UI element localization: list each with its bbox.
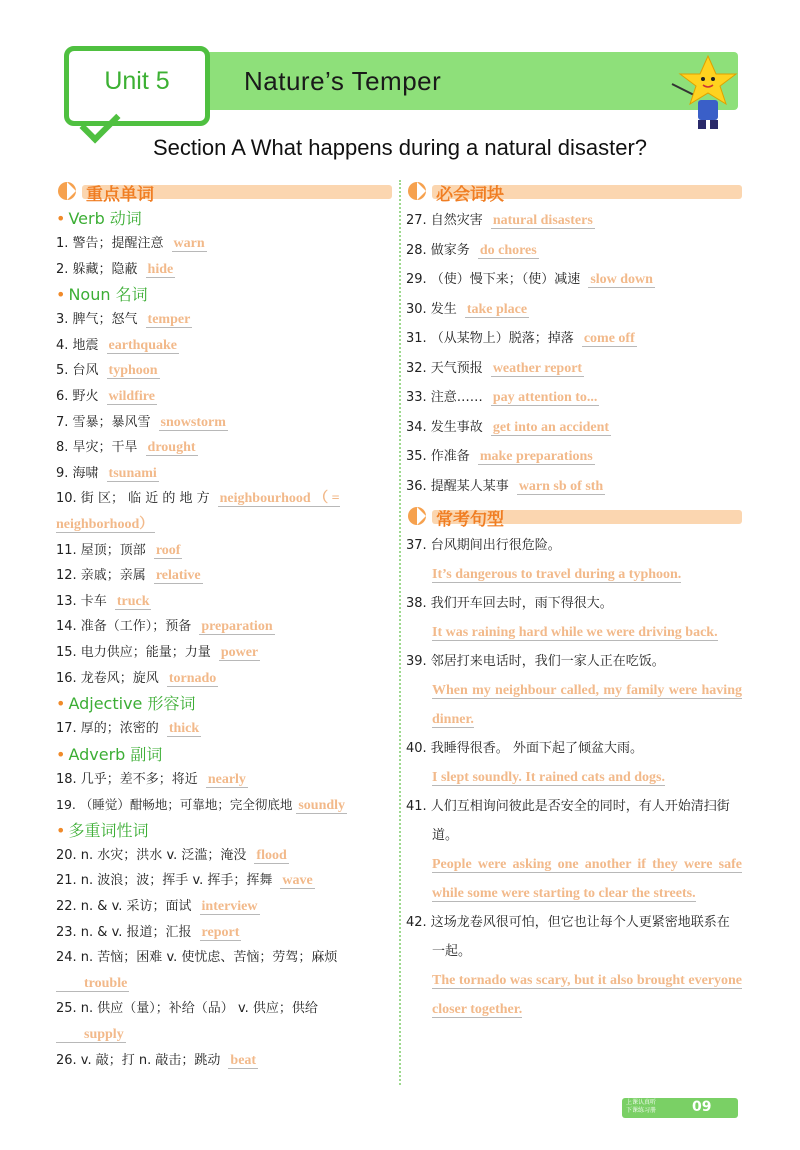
footer-line: 下课练习册 xyxy=(626,1107,657,1114)
sentence-answer: I slept soundly. It rained cats and dogs. xyxy=(432,770,666,785)
unit-title: Nature’s Temper xyxy=(244,66,442,96)
vocab-item: 7. 雪暴；暴风雪 snowstorm xyxy=(56,414,226,430)
sentence-prompt: 39. 邻居打来电话时，我们一家人正在吃饭。 xyxy=(406,654,665,669)
page-footer xyxy=(622,1098,738,1118)
vocab-item: 15. 电力供应；能量；力量 power xyxy=(56,644,259,660)
unit-badge xyxy=(64,46,210,126)
vocab-item: 8. 旱灾；干旱 drought xyxy=(56,440,196,456)
vocab-item: 19. （睡觉）酣畅地；可靠地；完全彻底地 soundly xyxy=(56,797,346,814)
phrase-item: 35. 作准备 make preparations xyxy=(406,449,593,464)
phrase-item: 30. 发生 take place xyxy=(406,301,528,317)
vocab-item: 18. 几乎；差不多；将近 nearly xyxy=(56,771,246,787)
sentence-answer: It’s dangerous to travel during a typhoon. xyxy=(432,567,682,582)
sentence-answer: The tornado was scary, but it also brought everyone closer together. xyxy=(432,973,742,1017)
category-header xyxy=(406,180,742,205)
vocab-item: 11. 屋顶；顶部 roof xyxy=(56,542,181,558)
section-title: Section A What happens during a natural disaster? xyxy=(152,135,648,160)
phrases-column xyxy=(406,180,742,1024)
subheading: • Verb 动词 xyxy=(56,206,392,231)
sentence-answer: People were asking one another if they were safe while some were starting to clear the streets. xyxy=(432,857,742,901)
pacman-icon xyxy=(408,507,426,525)
phrase-item: 31. （从某物上）脱落；掉落 come off xyxy=(406,331,635,346)
star-mascot-icon xyxy=(670,54,742,132)
subheading: • Adjective 形容词 xyxy=(56,691,392,716)
category-title: 必会词块 xyxy=(436,185,504,205)
subheading: • Adverb 副词 xyxy=(56,742,392,767)
vocab-item: 2. 躲藏；隐蔽 hide xyxy=(56,261,174,277)
vocab-item: 3. 脾气；怒气 temper xyxy=(56,312,191,328)
sentence-answer: When my neighbour called, my family were having dinner. xyxy=(432,683,742,727)
sentence-answer: It was raining hard while we were driving back. xyxy=(432,625,718,640)
category-title: 常考句型 xyxy=(436,510,504,530)
pacman-icon xyxy=(408,182,426,200)
vocab-item: 20. n. 水灾；洪水 v. 泛滥；淹没 flood xyxy=(56,847,287,863)
vocab-item: 16. 龙卷风；旋风 tornado xyxy=(56,670,217,686)
vocab-item: 22. n. & v. 采访；面试 interview xyxy=(56,899,258,915)
vocab-item: 17. 厚的；浓密的 thick xyxy=(56,721,200,737)
category-header xyxy=(56,180,392,205)
vocab-item: 4. 地震 earthquake xyxy=(56,337,177,353)
phrase-item: 34. 发生事故 get into an accident xyxy=(406,419,610,435)
column-divider xyxy=(399,180,401,1085)
vocabulary-column xyxy=(56,180,392,1073)
vocab-item: 23. n. & v. 报道；汇报 report xyxy=(56,924,240,940)
phrase-item: 33. 注意…… pay attention to... xyxy=(406,390,598,405)
sentence-prompt: 41. 人们互相询问彼此是否安全的同时，有人开始清扫街道。 xyxy=(406,799,730,843)
vocab-item: 12. 亲戚；亲属 relative xyxy=(56,568,201,584)
phrase-item: 29. （使）慢下来；（使）减速 slow down xyxy=(406,272,653,287)
pacman-icon xyxy=(58,182,76,200)
vocab-item: 25. n. 供应（量）；补给（品） v. 供应；供给 supply xyxy=(56,1001,318,1043)
phrase-item: 28. 做家务 do chores xyxy=(406,242,537,258)
vocab-item: 14. 准备（工作）；预备 preparation xyxy=(56,619,273,635)
page-number: 09 xyxy=(692,1099,712,1115)
subheading: • Noun 名词 xyxy=(56,282,392,307)
phrase-item: 36. 提醒某人某事 warn sb of sth xyxy=(406,478,604,494)
subheading: • 多重词性词 xyxy=(56,818,392,843)
sentence-prompt: 40. 我睡得很香。 外面下起了倾盆大雨。 xyxy=(406,741,643,756)
phrase-item: 27. 自然灾害 natural disasters xyxy=(406,213,593,228)
vocab-item: 26. v. 敲；打 n. 敲击；跳动 beat xyxy=(56,1052,257,1068)
sentence-prompt: 42. 这场龙卷风很可怕，但它也让每个人更紧密地联系在一起。 xyxy=(406,915,730,959)
sentence-prompt: 38. 我们开车回去时，雨下得很大。 xyxy=(406,596,613,611)
vocab-item: 6. 野火 wildfire xyxy=(56,388,155,404)
vocab-item: 1. 警告；提醒注意 warn xyxy=(56,236,205,251)
vocab-item: 9. 海啸 tsunami xyxy=(56,465,157,481)
category-header xyxy=(406,505,742,530)
footer-line: 上课认真听 xyxy=(626,1099,657,1106)
vocab-item: 13. 卡车 truck xyxy=(56,593,150,609)
sentence-prompt: 37. 台风期间出行很危险。 xyxy=(406,538,561,553)
phrase-item: 32. 天气预报 weather report xyxy=(406,360,583,376)
vocab-item: 10. 街 区； 临 近 的 地 方 neighbourhood （ = neighborhood） xyxy=(56,491,340,532)
unit-label: Unit 5 xyxy=(104,67,170,95)
vocab-item: 5. 台风 typhoon xyxy=(56,363,158,379)
vocab-item: 21. n. 波浪；波；挥手 v. 挥手；挥舞 wave xyxy=(56,873,313,889)
vocab-item: 24. n. 苦恼；困难 v. 使忧虑、苦恼；劳驾；麻烦 trouble xyxy=(56,950,338,991)
category-title: 重点单词 xyxy=(86,185,154,205)
